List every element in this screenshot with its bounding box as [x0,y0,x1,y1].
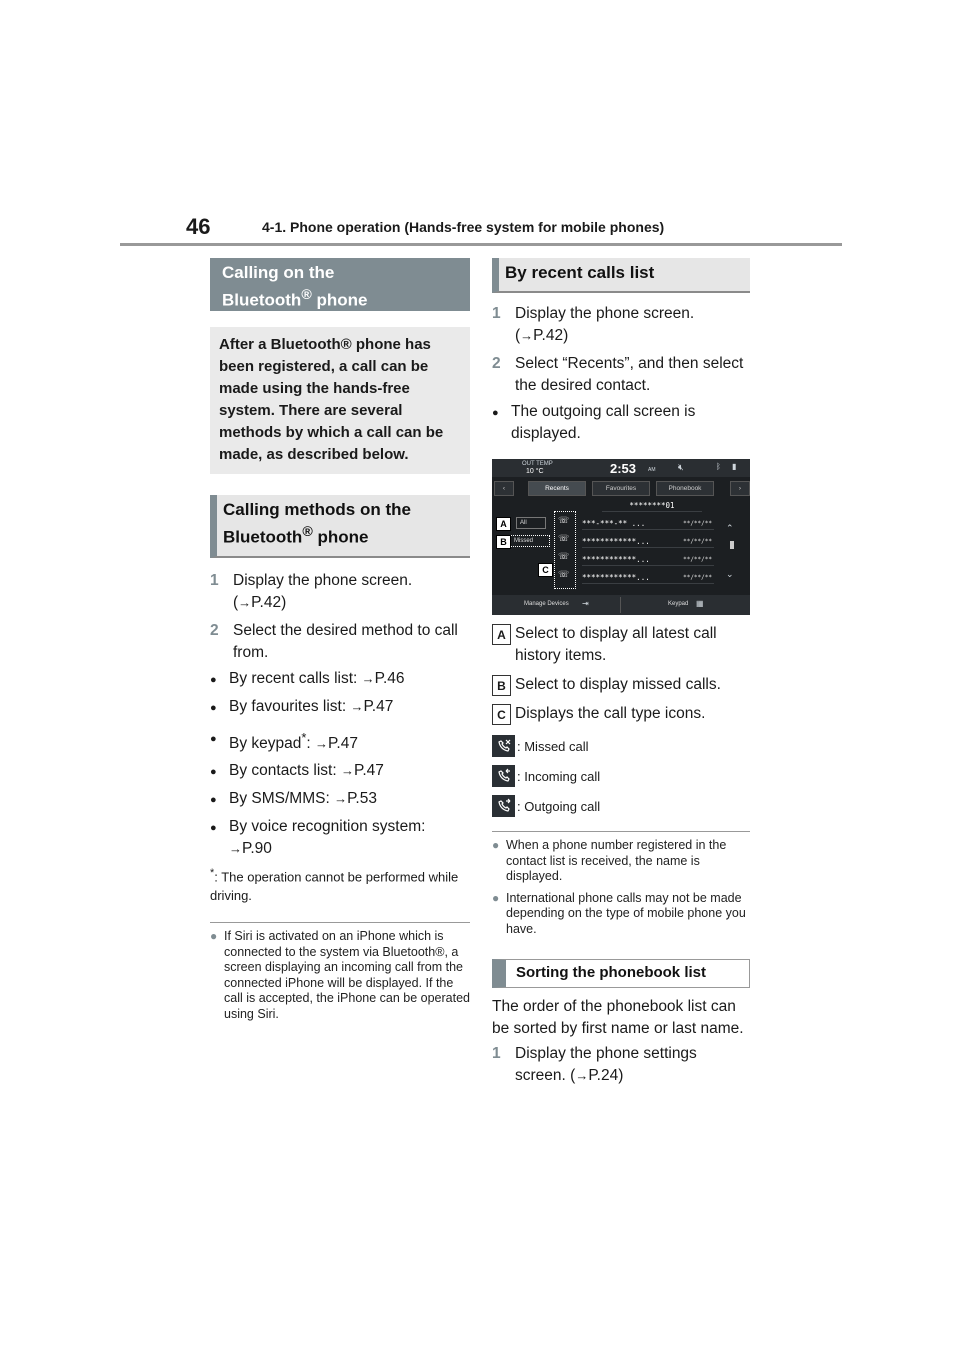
back-arrow-icon: ‹ [502,485,506,492]
step-2 [492,353,750,397]
section-title-line: Bluetooth [223,527,303,547]
hint-item [492,838,750,885]
bullet-icon: ● [210,765,217,778]
bullet-icon: ● [210,701,217,714]
section-title-calling: Calling on the Bluetooth® phone [210,258,470,311]
bullet-item [210,668,470,691]
icon-legend-text: : Outgoing call [517,798,601,814]
section-title-methods: Calling methods on the Bluetooth® phone [210,495,470,558]
intro-box: After a Bluetooth® phone has been registered, a call can be made using the hands-free system. There are several methods by which a call can be made, as described below. [210,327,470,474]
forward-arrow-icon: › [738,485,742,492]
outgoing-call-icon [492,795,515,817]
legend-item-c [492,703,750,725]
outgoing-call-icon: ☏ [558,515,570,525]
step-number: 1 [492,1045,501,1062]
bullet-text: By favourites list: [229,697,351,715]
page-ref-link[interactable]: P.90 [242,839,272,857]
callout-c: C [538,563,553,577]
hint-section [492,831,750,937]
incoming-call-icon [492,765,515,787]
recent-row[interactable] [582,553,714,566]
hint-text: If Siri is activated on an iPhone which is connected to the system via Bluetooth®, a screen displaying an incoming call from the connected iPhone will be displayed. If the call is accepted, the iPhone can be operated using Siri. [224,929,471,1021]
legend-tag: A [492,624,511,645]
phone-screen-image [492,459,750,615]
arrow-icon: → [350,698,364,714]
page-ref-link[interactable]: P.47 [353,761,384,779]
footnote: *: The operation cannot be performed while driving. [210,866,459,904]
forward-button[interactable] [730,481,750,496]
bullet-icon: ● [210,732,217,745]
bullet-text: By SMS/MMS: [229,789,335,807]
bullet-text: By contacts list: [229,761,341,779]
bullet-text: By keypad [229,734,302,752]
recent-row[interactable] [582,517,714,530]
bullet-item [210,760,470,783]
section-title-recent: By recent calls list [492,258,750,293]
page-ref-link[interactable]: P.42 [251,593,282,611]
callout-a: A [496,517,511,531]
bullet-item [210,696,470,719]
bullet-text: By voice recognition system: [229,817,426,835]
recent-row-date: **/**/** [683,519,712,527]
icon-legend-text: : Incoming call [517,768,601,784]
section-title-suffix: phone [311,290,368,310]
arrow-icon: → [520,328,534,343]
arrow-icon: → [238,594,252,610]
recent-row[interactable] [602,499,702,512]
scrollbar-thumb[interactable] [730,541,734,549]
outgoing-call-icon: ☏ [558,533,570,543]
hint-bullet-icon: ● [210,929,218,944]
step-text: Display the phone settings screen. ( [515,1045,697,1084]
sort-description: The order of the phonebook list can be sorted by first name or last name. [492,998,744,1037]
bottom-divider [620,597,621,613]
section-title-line: Bluetooth [222,290,302,310]
missed-call-icon [492,735,515,757]
recent-row-name: ************... [582,572,650,582]
keypad-button[interactable]: Keypad [668,601,689,607]
recent-row[interactable] [582,571,714,584]
filter-missed-button[interactable]: Missed [510,535,550,547]
bullet-item [210,788,470,811]
recent-row-date: **/**/** [683,555,712,563]
icon-legend-incoming [492,765,750,787]
step-text: Select the desired method to call from. [233,621,458,661]
tab-phonebook[interactable]: Phonebook [656,481,714,496]
step-1: 1 Display the phone screen. (→P.42) [210,570,470,614]
arrow-icon: → [229,840,242,856]
bullet-icon: ● [210,793,217,806]
out-temp-value: 10 °C [526,468,544,475]
legend-text: Select to display all latest call history items. [515,625,717,664]
step-text: Display the phone screen. [233,571,413,589]
outgoing-call-icon: ☏ [558,551,570,561]
step-number: 2 [492,355,501,372]
icon-legend-missed [492,735,750,757]
recent-row-name: ************... [582,554,650,564]
scroll-up-icon[interactable]: ⌃ [726,523,734,533]
step-number: 1 [210,571,219,589]
chapter-header: 4-1. Phone operation (Hands-free system for mobile phones) [262,219,665,235]
mute-icon[interactable]: 🔇︎ [678,462,684,472]
bluetooth-icon: ᛒ [716,462,721,471]
callout-b: B [496,535,511,549]
manage-devices-button[interactable]: Manage Devices [524,601,569,607]
step-number: 2 [210,621,219,639]
out-temp-label: OUT TEMP [522,461,553,467]
page-number: 46 [186,214,211,239]
icon-legend-text: : Missed call [517,738,589,754]
page-ref-link[interactable]: P.47 [363,697,394,715]
recent-row-name: ************... [582,536,650,546]
legend-text: Displays the call type icons. [515,705,706,722]
step-1: 1 Display the phone screen. (→P.42) [492,303,750,347]
page-ref-link[interactable]: P.42 [533,327,564,344]
page-ref-link[interactable]: P.53 [347,789,377,807]
recent-row[interactable] [582,535,714,548]
hint-bullet-icon: ● [492,890,500,905]
legend-text: Select to display missed calls. [515,676,721,693]
arrow-icon: → [340,762,354,778]
step-text: Select “Recents”, and then select the desired contact. [515,355,744,394]
page-ref-link[interactable]: P.46 [374,669,405,687]
bullet-text: The outgoing call screen is displayed. [511,403,696,442]
section-title-sorting: Sorting the phonebook list [492,959,750,988]
clock: 2:53 [610,461,637,476]
right-column [492,258,750,1087]
signal-icon: ▮ [732,462,737,471]
arrow-icon: → [315,735,329,751]
outgoing-call-icon: ☏ [558,569,570,579]
legend-item-b [492,674,750,696]
hint-section [210,922,470,1022]
recent-row-date: **/**/** [683,537,712,545]
header-rule [120,243,842,246]
bullet-item [492,401,750,445]
bullet-icon: ● [210,821,217,834]
tab-favourites[interactable]: Favourites [592,481,650,496]
legend-tag: B [492,675,511,696]
footnote-marker: * [301,729,307,745]
step-text: Display the phone screen. [515,305,695,322]
clock-ampm: AM [648,467,656,473]
section-title-suffix: phone [312,527,369,547]
step-number: 1 [492,305,501,322]
keypad-icon: ▦ [696,599,704,608]
recent-row-date: **/**/** [683,573,712,581]
recent-row-name: ********01 [629,500,675,510]
bullet-icon: ● [492,407,499,419]
bullet-item [210,727,470,755]
legend-tag: C [492,704,511,725]
left-column [210,258,470,1028]
arrow-icon: → [334,790,348,806]
section-title-line: Calling on the [222,263,335,282]
bullet-text: By recent calls list: [229,669,362,687]
sort-step-1 [492,1043,750,1087]
step-text-close: ) [618,1067,624,1084]
bullet-icon: ● [210,673,217,686]
page-ref-link[interactable]: P.24 [588,1067,619,1084]
recent-row-name: ***-***-** ... [582,518,646,528]
footnote-text: : The operation cannot be performed while driving. [210,869,459,904]
icon-legend-outgoing [492,795,750,817]
arrow-icon: → [361,670,375,686]
back-button[interactable] [494,481,514,496]
page-ref-link[interactable]: P.47 [328,734,358,752]
manage-devices-icon: ⇥ [582,599,589,608]
section-title-line: Calling methods on the [223,500,411,519]
bullet-item [210,816,470,860]
hint-item [492,891,750,938]
bullet-text: : [306,734,316,752]
legend-item-a [492,623,750,667]
step-2 [210,620,470,664]
hint-text: International phone calls may not be made depending on the type of mobile phone you have. [506,890,746,936]
tab-recents[interactable]: Recents [528,481,586,496]
hint-text: When a phone number registered in the contact list is received, the name is displayed. [506,838,727,883]
hint-bullet-icon: ● [492,838,500,852]
hint-item [210,929,470,1022]
filter-all-button[interactable]: All [516,517,546,529]
arrow-icon: → [575,1068,589,1083]
scroll-down-icon[interactable]: ⌄ [726,569,734,579]
